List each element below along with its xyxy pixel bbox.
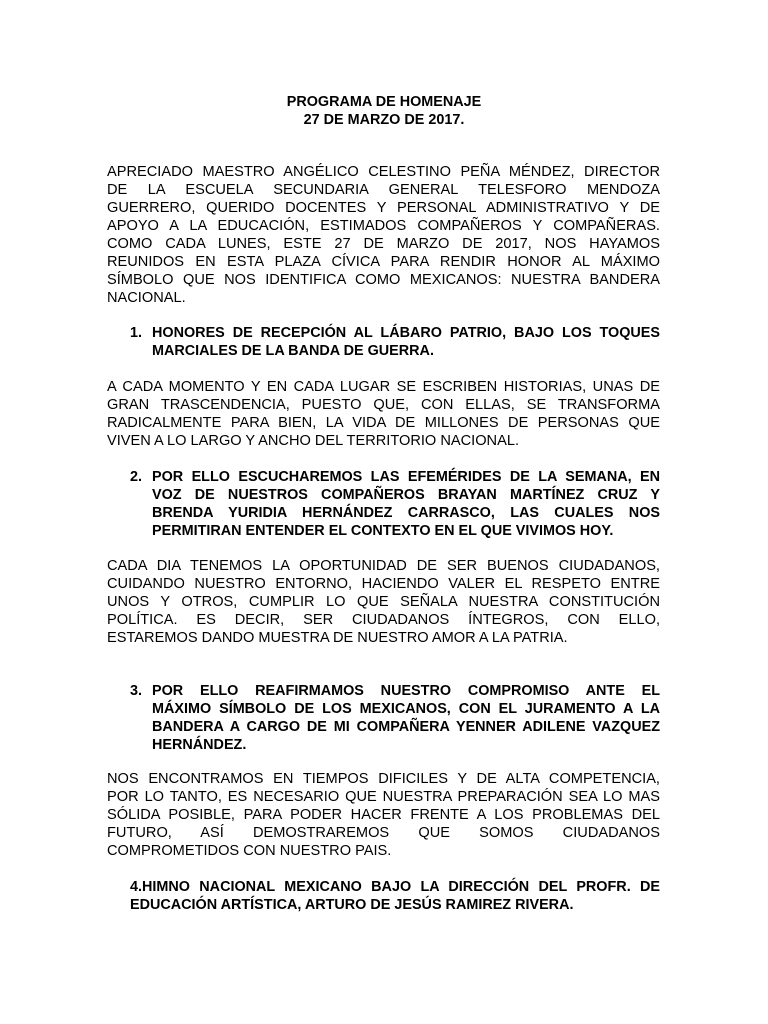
item-line: HERNÁNDEZ. <box>152 737 247 753</box>
item-line: HONORES DE RECEPCIÓN AL LÁBARO PATRIO, BAJO LOS TOQUES <box>152 325 660 341</box>
intro-paragraph <box>107 163 660 307</box>
item-number: 2. <box>130 469 143 485</box>
item-line: VOZ DE NUESTROS COMPAÑEROS BRAYAN MARTÍNEZ CRUZ Y <box>152 487 660 503</box>
item-line: PERMITIRAN ENTENDER EL CONTEXTO EN EL QUE VIVIMOS HOY. <box>152 523 614 539</box>
paragraph-line: ESTAREMOS DANDO MUESTRA DE NUESTRO AMOR A LA PATRIA. <box>107 630 568 646</box>
intro-line: APRECIADO MAESTRO ANGÉLICO CELESTINO PEÑA MÉNDEZ, DIRECTOR <box>107 164 660 180</box>
paragraph-line: COMPROMETIDOS CON NUESTRO PAIS. <box>107 843 392 859</box>
paragraph-line: CADA DIA TENEMOS LA OPORTUNIDAD DE SER BUENOS CIUDADANOS, <box>107 558 660 574</box>
item-number: 1. <box>130 325 143 341</box>
intro-line: GUERRERO, QUERIDO DOCENTES Y PERSONAL ADMINISTRATIVO Y DE <box>107 200 660 216</box>
item-line: EDUCACIÓN ARTÍSTICA, ARTURO DE JESÚS RAMIREZ RIVERA. <box>130 897 574 913</box>
intro-line: REUNIDOS EN ESTA PLAZA CÍVICA PARA RENDIR HONOR AL MÁXIMO <box>107 254 660 270</box>
item-number: 3. <box>130 683 143 699</box>
paragraph-history <box>107 378 660 450</box>
intro-line: COMO CADA LUNES, ESTE 27 DE MARZO DE 2017, NOS HAYAMOS <box>107 236 660 252</box>
document-date: 27 DE MARZO DE 2017. <box>303 112 465 128</box>
item-line: MARCIALES DE LA BANDA DE GUERRA. <box>152 343 434 359</box>
intro-line: APOYO A LA EDUCACIÓN, ESTIMADOS COMPAÑEROS Y COMPAÑERAS. <box>107 218 660 234</box>
paragraph-line: CUIDANDO NUESTRO ENTORNO, HACIENDO VALER EL RESPETO ENTRE <box>107 576 660 592</box>
paragraph-line: GRAN TRASCENDENCIA, PUESTO QUE, CON ELLAS, SE TRANSFORMA <box>107 397 660 413</box>
intro-line: DE LA ESCUELA SECUNDARIA GENERAL TELESFORO MENDOZA <box>107 182 660 198</box>
paragraph-line: VIVEN A LO LARGO Y ANCHO DEL TERRITORIO NACIONAL. <box>107 433 519 449</box>
item-line: MÁXIMO SÍMBOLO DE LOS MEXICANOS, CON EL JURAMENTO A LA <box>152 701 660 717</box>
item-line: BRENDA YURIDIA HERNÁNDEZ CARRASCO, LAS CUALES NOS <box>152 505 660 521</box>
paragraph-line: NOS ENCONTRAMOS EN TIEMPOS DIFICILES Y DE ALTA COMPETENCIA, <box>107 771 660 787</box>
paragraph-line: RADICALMENTE PARA BIEN, LA VIDA DE MILLONES DE PERSONAS QUE <box>107 415 660 431</box>
program-item-1 <box>130 324 660 360</box>
paragraph-line: A CADA MOMENTO Y EN CADA LUGAR SE ESCRIBEN HISTORIAS, UNAS DE <box>107 379 660 395</box>
item-line: BANDERA A CARGO DE MI COMPAÑERA YENNER ADILENE VAZQUEZ <box>152 719 660 735</box>
item-line: 4.HIMNO NACIONAL MEXICANO BAJO LA DIRECCIÓN DEL PROFR. DE <box>130 879 660 895</box>
program-item-2 <box>130 468 660 540</box>
intro-line: SÍMBOLO QUE NOS IDENTIFICA COMO MEXICANOS: NUESTRA BANDERA <box>107 272 660 288</box>
item-line: POR ELLO REAFIRMAMOS NUESTRO COMPROMISO ANTE EL <box>152 683 660 699</box>
program-item-3 <box>130 682 660 754</box>
item-line: POR ELLO ESCUCHAREMOS LAS EFEMÉRIDES DE LA SEMANA, EN <box>152 469 660 485</box>
paragraph-line: SÓLIDA POSIBLE, PARA PODER HACER FRENTE A LOS PROBLEMAS DEL <box>107 807 660 823</box>
intro-line: NACIONAL. <box>107 290 186 306</box>
paragraph-line: POLÍTICA. ES DECIR, SER CIUDADANOS ÍNTEGROS, CON ELLO, <box>107 612 660 628</box>
paragraph-citizens <box>107 557 660 647</box>
document-title: PROGRAMA DE HOMENAJE <box>286 94 482 110</box>
paragraph-line: POR LO TANTO, ES NECESARIO QUE NUESTRA PREPARACIÓN SEA LO MAS <box>107 789 660 805</box>
paragraph-line: FUTURO, ASÍ DEMOSTRAREMOS QUE SOMOS CIUDADANOS <box>107 825 660 841</box>
paragraph-line: UNOS Y OTROS, CUMPLIR LO QUE SEÑALA NUESTRA CONSTITUCIÓN <box>107 594 660 610</box>
paragraph-competition <box>107 770 660 860</box>
program-item-4 <box>130 878 660 914</box>
